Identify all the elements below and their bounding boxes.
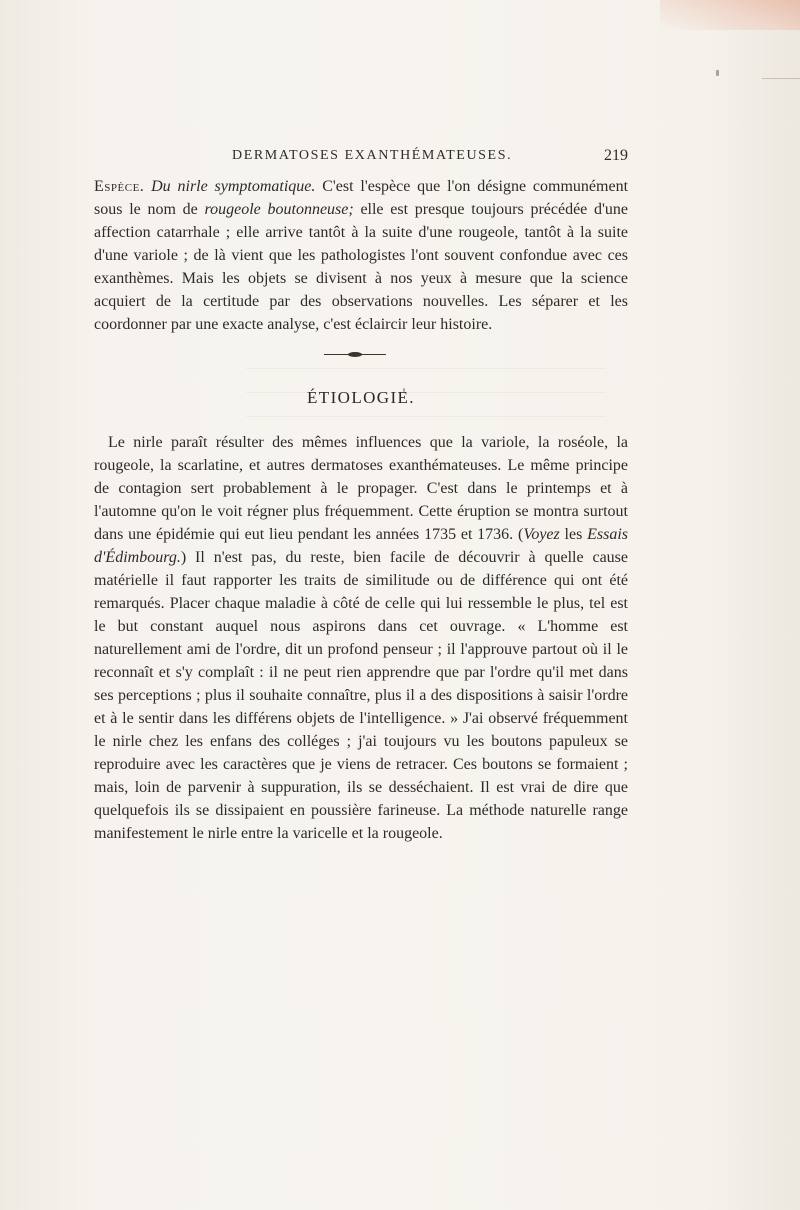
bleed-through bbox=[246, 416, 606, 417]
page-corner-stain bbox=[660, 0, 800, 30]
paragraph-text: C'est l'espèce que l'on désigne communément sous le nom de bbox=[94, 178, 629, 218]
species-name: Du nirle symptomatique. bbox=[151, 178, 316, 195]
paragraph-espece bbox=[94, 175, 628, 336]
paragraph-text: ) Il n'est pas, du reste, bien facile de découvrir à quelle cause matérielle il faut rapporter les traits de similitude ou de différence qui ont été remarqués. Placer chaque maladie à côté de celle qui lui ressemble le plus, tel est le but constant auquel nous aspirons dans cet ouvrage. « L'homme est naturellement ami de l'ordre, dit un profond penseur ; il l'approuve partout où il le reconnaît et s'y complaît : il ne peut rien apprendre que par l'ordre qu'il met dans ses perceptions ; plus il souhaite connaître, plus il a des dispositions à saisir l'ordre et à le sentir dans les différens objets de l'intelligence. » J'ai observé fréquemment le nirle chez les enfans des colléges ; j'ai toujours vu les boutons papuleux se reproduire avec les caractères que je viens de retracer. Ces boutons se formaient ; mais, loin de parvenir à suppuration, ils se desséchaient. Il est vrai de dire que quelquefois ils se dissipaient en poussière farineuse. La méthode naturelle range manifestement le nirle entre la varicelle et la rougeole. bbox=[94, 549, 628, 842]
paragraph-text: elle est presque toujours précédée d'une affection catarrhale ; elle arrive tantôt à la suite d'une rougeole, tantôt à la suite d'une variole ; de là vient que les pathologistes l'ont souvent confondue avec ces exanthèmes. Mais les objets se divisent à nos yeux à mesure que la science acquiert de la certitude par des observations nouvelles. Les séparer et les coordonner par une exacte analyse, c'est éclaircir leur histoire. bbox=[94, 201, 628, 333]
synonym-term: rougeole boutonneuse; bbox=[204, 201, 354, 218]
lead-label: Espèce. bbox=[94, 178, 145, 195]
reference-title: Essais d'Édimbourg. bbox=[94, 526, 628, 566]
paragraph-etiologie bbox=[94, 431, 628, 845]
section-heading: ÉTIOLOGIE. bbox=[307, 388, 415, 407]
running-title: DERMATOSES EXANTHÉMATEUSES. bbox=[232, 148, 513, 163]
bleed-through bbox=[246, 368, 606, 369]
page-number: 219 bbox=[604, 147, 628, 164]
paragraph-text: les bbox=[559, 526, 588, 543]
paper-fleck bbox=[716, 70, 719, 76]
page-header bbox=[94, 148, 628, 168]
reference-voyez: Voyez bbox=[523, 526, 560, 543]
page-edge-mark bbox=[762, 78, 800, 79]
rule-ornament bbox=[348, 352, 362, 357]
ornamental-rule bbox=[324, 352, 386, 358]
paragraph-text: Le nirle paraît résulter des mêmes influences que la variole, la roséole, la rougeole, la scarlatine, et autres dermatoses exanthémateuses. Le même principe de contagion sert probablement à le propager. C'est dans le printemps et à l'automne qu'on le voit régner plus fréquemment. Cette éruption se montra surtout dans une épidémie qui eut lieu pendant les années 1735 et 1736. ( bbox=[94, 434, 628, 543]
